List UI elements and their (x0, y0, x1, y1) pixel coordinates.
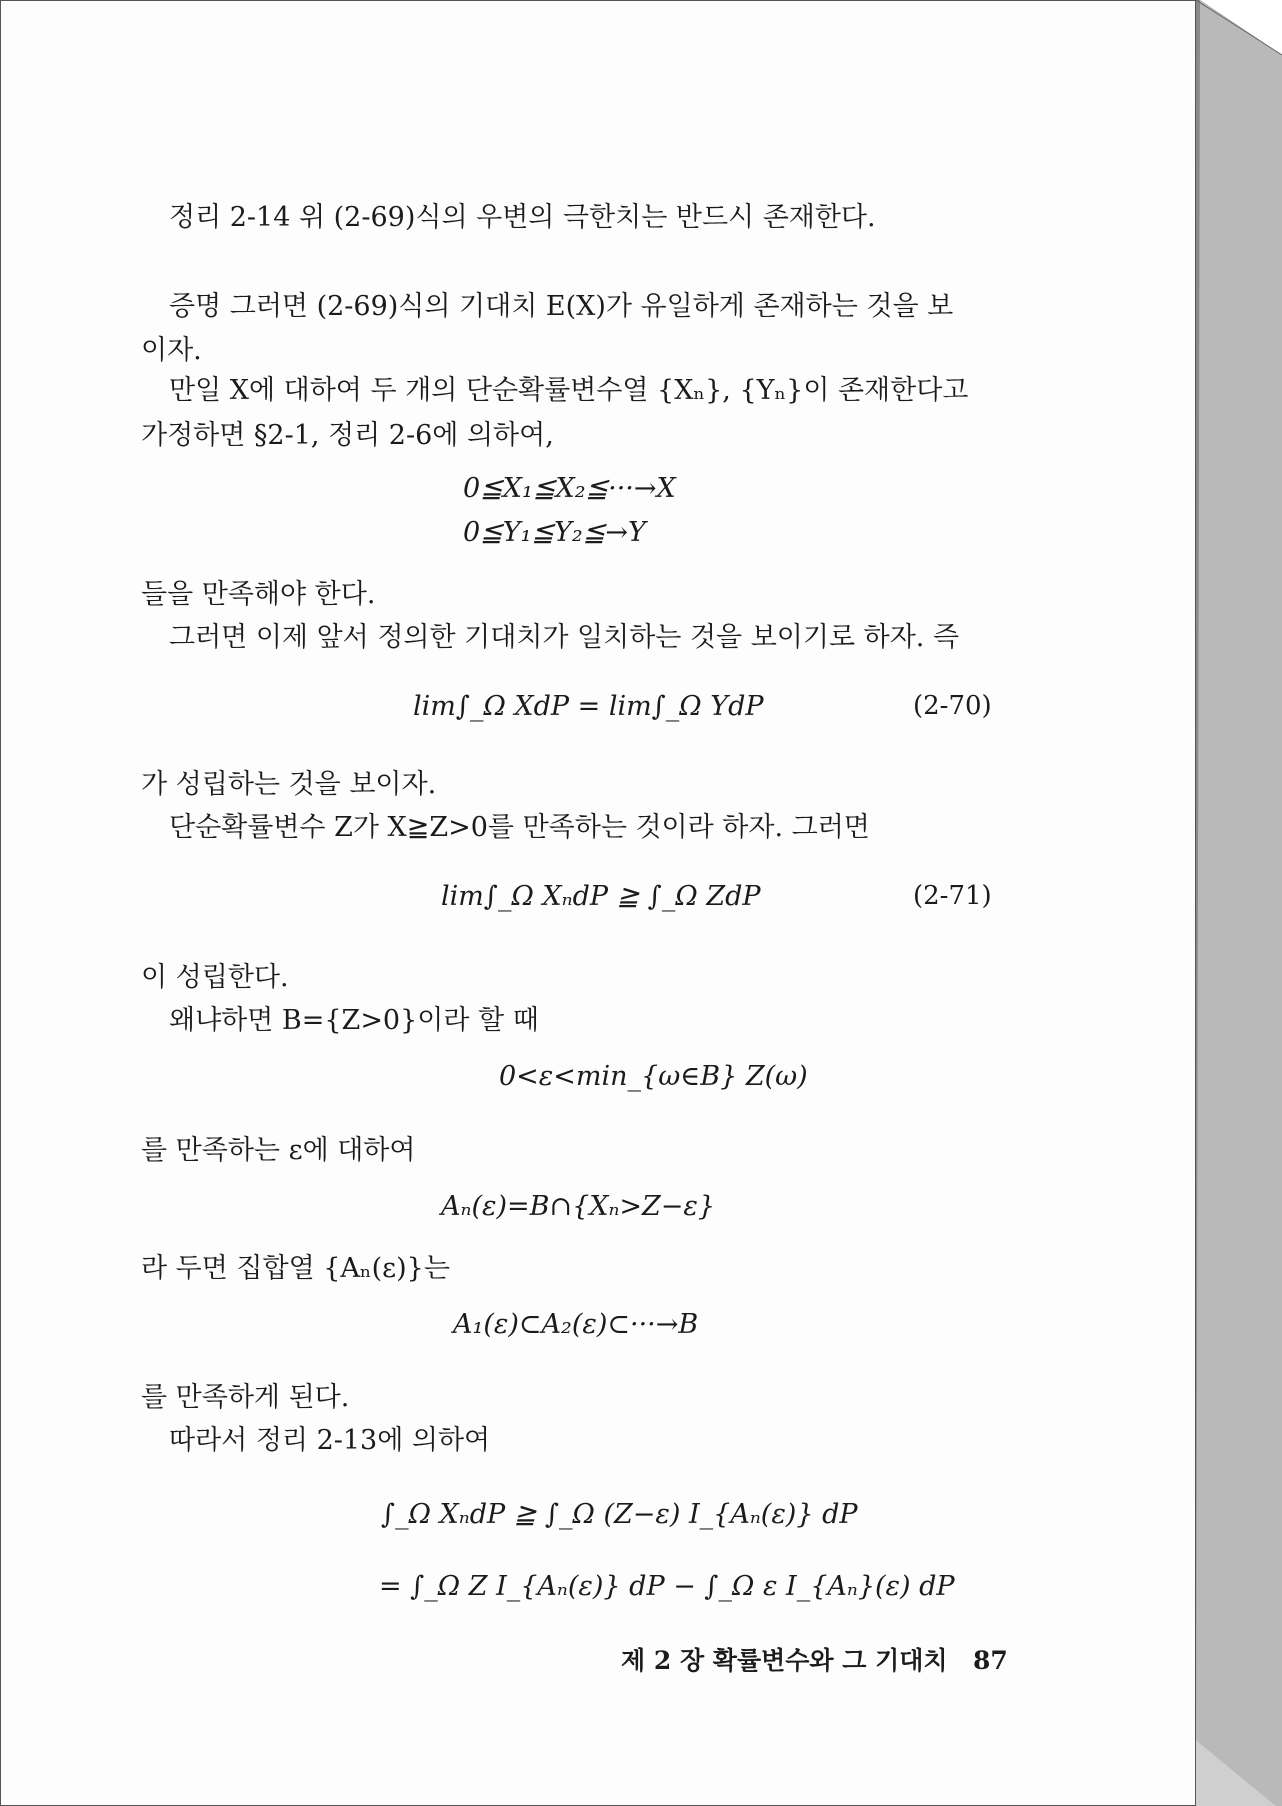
paragraph-line: 왜냐하면 B={Z>0}이라 할 때 (169, 1005, 539, 1036)
equation-final-line-1: ∫_Ω XₙdP ≧ ∫_Ω (Z−ε) I_{Aₙ(ε)} dP (381, 1499, 858, 1530)
proof-line-1: 증명 그러면 (2-69)식의 기대치 E(X)가 유일하게 존재하는 것을 보 (169, 291, 954, 322)
equation-x-chain: 0≦X₁≦X₂≦···→X (463, 473, 676, 504)
paragraph-line: 라 두면 집합열 {Aₙ(ε)}는 (141, 1253, 450, 1284)
paragraph-line: 들을 만족해야 한다. (141, 579, 376, 610)
paragraph-line: 를 만족하는 ε에 대하여 (141, 1135, 416, 1166)
equation-number: (2-71) (913, 881, 992, 911)
equation-number: (2-70) (913, 691, 992, 721)
paragraph-line: 단순확률변수 Z가 X≧Z>0를 만족하는 것이라 하자. 그러면 (169, 812, 870, 843)
paragraph-line: 가 성립하는 것을 보이자. (141, 769, 437, 800)
paragraph-line: 이 성립한다. (141, 962, 289, 993)
equation-2-70: lim∫_Ω XdP = lim∫_Ω YdP (413, 691, 764, 722)
theorem-statement: 정리 2-14 위 (2-69)식의 우변의 극한치는 반드시 존재한다. (169, 202, 876, 233)
equation-final-line-2: = ∫_Ω Z I_{Aₙ(ε)} dP − ∫_Ω ε I_{Aₙ}(ε) dP (379, 1571, 955, 1602)
chapter-footer: 제 2 장 확률변수와 그 기대치 (621, 1646, 948, 1675)
equation-a-chain: A₁(ε)⊂A₂(ε)⊂···→B (453, 1309, 699, 1340)
paragraph-line: 그러면 이제 앞서 정의한 기대치가 일치하는 것을 보이기로 하자. 즉 (169, 622, 960, 653)
proof-line-2: 이자. (141, 335, 202, 366)
equation-epsilon-bound: 0<ε<min_{ω∈B} Z(ω) (499, 1061, 808, 1092)
paragraph-line: 가정하면 §2-1, 정리 2-6에 의하여, (141, 420, 554, 451)
equation-y-chain: 0≦Y₁≦Y₂≦→Y (463, 517, 646, 548)
equation-set-an: Aₙ(ε)=B∩{Xₙ>Z−ε} (441, 1191, 716, 1222)
book-edge (1196, 0, 1282, 1806)
paragraph-line: 따라서 정리 2-13에 의하여 (169, 1425, 491, 1456)
paragraph-line: 만일 X에 대하여 두 개의 단순확률변수열 {Xₙ}, {Yₙ}이 존재한다고 (169, 375, 969, 406)
equation-2-71: lim∫_Ω XₙdP ≧ ∫_Ω ZdP (441, 881, 761, 912)
paragraph-line: 를 만족하게 된다. (141, 1382, 350, 1413)
page-number: 87 (973, 1646, 1008, 1675)
